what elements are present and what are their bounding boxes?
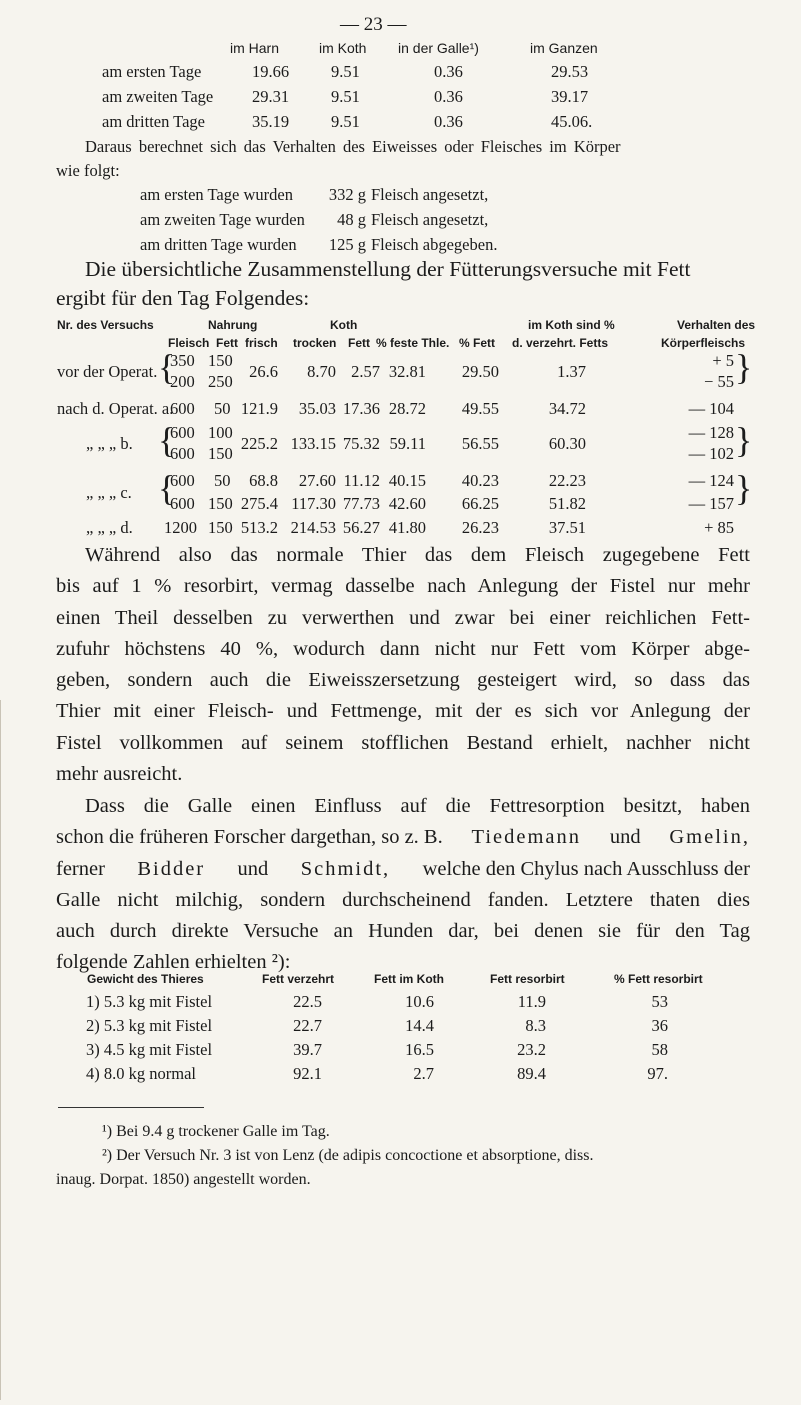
cell-verz: 51.82	[548, 494, 586, 513]
cell: 45.06.	[551, 112, 593, 131]
cell-fett: 150	[208, 494, 233, 513]
result-amount: 332 g	[328, 185, 366, 204]
cell-frisch: 513.2	[240, 518, 278, 537]
cell-verh: — 124	[688, 471, 734, 490]
cell-fleisch: 600	[170, 423, 195, 442]
cell: 19.66	[252, 62, 290, 81]
col-header: Fett resorbirt	[490, 972, 565, 986]
cell-verh: — 128	[688, 423, 734, 442]
paragraph-fat-resorption	[56, 540, 750, 790]
text-segment: welche den Chylus nach Ausschluss der	[422, 857, 750, 880]
row-label: 3) 4.5 kg mit Fistel	[86, 1040, 213, 1059]
col-header: Fett im Koth	[374, 972, 444, 986]
result-text: am zweiten Tage wurden	[140, 210, 305, 229]
cell: 14.4	[405, 1016, 434, 1035]
author-name: Schmidt,	[300, 857, 391, 880]
intro-line-1: Daraus berechnet sich das Verhalten des Eiweisses oder Fleisches im Körper	[85, 137, 621, 156]
text-line: mehr ausreicht.	[56, 763, 183, 786]
cell-trocken: 8.70	[307, 362, 336, 381]
cell: 22.7	[293, 1016, 322, 1035]
cell: 29.53	[551, 62, 589, 81]
cell-fett: 150	[208, 351, 233, 370]
cell-feste: 41.80	[388, 518, 426, 537]
text-segment: schon die früheren Forscher dargethan, so z. B.	[56, 826, 443, 849]
cell-verh: − 55	[704, 372, 734, 391]
sub-header: % feste Thle.	[376, 336, 450, 350]
row-label: 2) 5.3 kg mit Fistel	[86, 1016, 213, 1035]
cell-fleisch: 200	[170, 372, 195, 391]
cell: 97.	[647, 1064, 668, 1083]
brace-icon: }	[735, 347, 753, 387]
cell: 22.5	[293, 992, 322, 1011]
cell-frisch: 26.6	[249, 362, 278, 381]
cell-verz: 1.37	[557, 362, 586, 381]
cell: 0.36	[434, 112, 463, 131]
cell: 39.7	[293, 1040, 322, 1059]
result-text: Fleisch angesetzt,	[371, 210, 489, 229]
cell-feste: 59.11	[389, 434, 426, 453]
sub-header: Körperfleischs	[661, 336, 746, 350]
cell-trocken: 35.03	[298, 399, 336, 418]
cell-pfett: 56.55	[461, 434, 499, 453]
text-line: zufuhr höchstens 40 %, wodurch dann nicht nur Fett vom Körper abge-	[56, 637, 750, 660]
col-header: % Fett resorbirt	[614, 972, 703, 986]
cell-verh: + 5	[712, 351, 734, 370]
cell: 35.19	[252, 112, 290, 131]
brace-icon: }	[735, 468, 753, 508]
cell-fleisch: 1200	[164, 518, 197, 537]
author-name: Gmelin,	[669, 826, 750, 849]
cell-trocken: 117.30	[291, 494, 336, 513]
cell-pfett: 49.55	[461, 399, 499, 418]
intro-text	[85, 137, 750, 157]
cell: 0.36	[434, 87, 463, 106]
cell-kfett: 2.57	[351, 362, 380, 381]
intro-line-2: wie folgt:	[56, 161, 120, 180]
cell-kfett: 77.73	[342, 494, 380, 513]
cell-pfett: 29.50	[461, 362, 499, 381]
text-line: Galle nicht milchig, sondern durchscheinend fanden. Letztere thaten dies	[56, 888, 750, 911]
text-segment: und	[609, 826, 641, 849]
cell-feste: 32.81	[388, 362, 426, 381]
cell-pfett: 40.23	[461, 471, 499, 490]
cell: 8.3	[525, 1016, 546, 1035]
result-text: Fleisch abgegeben.	[371, 235, 498, 254]
heading-line-1: Die übersichtliche Zusammenstellung der Fütterungsversuche mit Fett	[85, 257, 691, 281]
sub-header: frisch	[245, 336, 278, 350]
cell-fett: 100	[208, 423, 233, 442]
cell-verh: — 102	[688, 444, 734, 463]
row-label: am dritten Tage	[102, 112, 206, 131]
col-header-nr: Nr. des Versuchs	[57, 318, 154, 332]
cell-feste: 42.60	[388, 494, 426, 513]
paragraph-bile-influence	[56, 791, 750, 979]
cell-verz: 60.30	[548, 434, 586, 453]
cell-trocken: 214.53	[290, 518, 336, 537]
text-line: Thier mit einer Fleisch- und Fettmenge, mit der es sich vor Anlegung der	[56, 700, 750, 723]
cell-trocken: 27.60	[298, 471, 336, 490]
brace-icon: {	[158, 420, 176, 460]
result-text: am ersten Tage wurden	[140, 185, 293, 204]
cell-fleisch: 600	[170, 494, 195, 513]
result-amount: 125 g	[328, 235, 366, 254]
cell: 0.36	[434, 62, 463, 81]
text-line: folgende Zahlen erhielten ²):	[56, 951, 291, 974]
text-line: einen Theil desselben zu verwerthen und zwar bei einer reichlichen Fett-	[56, 606, 750, 629]
cell-frisch: 225.2	[240, 434, 278, 453]
cell: 10.6	[405, 992, 434, 1011]
row-label: 4) 8.0 kg normal	[86, 1064, 196, 1083]
result-amount: 48 g	[337, 210, 366, 229]
sub-header: % Fett	[459, 336, 495, 350]
cell: 16.5	[405, 1040, 434, 1059]
cell-fleisch: 350	[170, 351, 195, 370]
cell-pfett: 66.25	[461, 494, 499, 513]
text-line: Dass die Galle einen Einfluss auf die Fettresorption besitzt, haben	[85, 795, 750, 817]
row-label: „ „ „ b.	[86, 434, 133, 453]
cell: 9.51	[331, 87, 360, 106]
footnote-1: ¹) Bei 9.4 g trockener Galle im Tag.	[102, 1123, 330, 1140]
result-text: am dritten Tage wurden	[140, 235, 297, 254]
cell: 92.1	[293, 1064, 322, 1083]
cell-fleisch: 600	[170, 471, 195, 490]
cell-feste: 40.15	[388, 471, 426, 490]
author-name: Bidder	[137, 857, 206, 880]
author-name: Tiedemann	[471, 826, 582, 849]
row-label: nach d. Operat. a.	[57, 399, 174, 418]
cell-pfett: 26.23	[461, 518, 499, 537]
sub-header: Fett	[348, 336, 370, 350]
cell-verh: — 104	[688, 399, 734, 418]
cell: 36	[651, 1016, 668, 1035]
col-header-verhalten: Verhalten des	[677, 318, 756, 332]
cell: 9.51	[331, 62, 360, 81]
row-label: am zweiten Tage	[102, 87, 214, 106]
cell-frisch: 121.9	[240, 399, 278, 418]
cell-fett: 50	[214, 399, 231, 418]
cell: 2.7	[413, 1064, 434, 1083]
row-label: am ersten Tage	[102, 62, 202, 81]
cell-kfett: 56.27	[342, 518, 380, 537]
result-text: Fleisch angesetzt,	[371, 185, 489, 204]
cell-verz: 37.51	[548, 518, 586, 537]
text-segment: und	[237, 857, 269, 880]
cell-frisch: 275.4	[240, 494, 278, 513]
col-header-koth: im Koth	[319, 40, 367, 56]
footnote-text: ²) Der Versuch Nr. 3 ist von Lenz (de adipis concoctione et absorptione, diss.	[102, 1147, 594, 1164]
row-label: „ „ „ d.	[86, 518, 133, 537]
cell: 29.31	[252, 87, 290, 106]
row-label: „ „ „ c.	[86, 483, 132, 502]
col-header-imkoth: im Koth sind %	[528, 318, 615, 332]
cell: 89.4	[517, 1064, 546, 1083]
row-label: vor der Operat.	[57, 362, 158, 381]
sub-header: d. verzehrt. Fetts	[512, 336, 609, 350]
brace-icon: {	[158, 468, 176, 508]
cell-fett: 50	[214, 471, 231, 490]
cell-frisch: 68.8	[249, 471, 278, 490]
sub-header: Fett	[216, 336, 238, 350]
heading-line-2: ergibt für den Tag Folgendes:	[56, 286, 310, 310]
col-header-nahrung: Nahrung	[208, 318, 258, 332]
cell-verz: 34.72	[548, 399, 586, 418]
brace-icon: }	[735, 420, 753, 460]
row-label: 1) 5.3 kg mit Fistel	[86, 992, 213, 1011]
text-line: bis auf 1 % resorbirt, vermag dasselbe nach Anlegung der Fistel nur mehr	[56, 575, 750, 598]
cell: 9.51	[331, 112, 360, 131]
text-line	[56, 822, 750, 853]
cell-fleisch: 600	[170, 444, 195, 463]
cell-fett: 150	[208, 444, 233, 463]
cell: 39.17	[551, 87, 589, 106]
sub-header: Fleisch	[168, 336, 210, 350]
text-line: Während also das normale Thier das dem Fleisch zugegebene Fett	[85, 544, 750, 566]
footnote-2	[56, 1144, 750, 1168]
col-header-galle: in der Galle¹)	[398, 40, 479, 56]
text-line: geben, sondern auch die Eiweisszersetzung gesteigert wird, so dass das	[56, 669, 750, 692]
page-edge-shadow	[0, 700, 1, 1400]
cell: 53	[651, 992, 668, 1011]
cell-kfett: 11.12	[343, 471, 380, 490]
cell: 11.9	[517, 992, 546, 1011]
footnote-2-cont: inaug. Dorpat. 1850) angestellt worden.	[56, 1171, 311, 1188]
col-header-ganzen: im Ganzen	[530, 40, 598, 56]
cell-trocken: 133.15	[290, 434, 336, 453]
col-header-harn: im Harn	[230, 40, 280, 56]
text-segment: ferner	[56, 857, 105, 880]
cell: 58	[651, 1040, 668, 1059]
cell-verh: — 157	[688, 494, 734, 513]
page-number: — 23 —	[340, 14, 407, 35]
cell-kfett: 17.36	[342, 399, 380, 418]
cell-feste: 28.72	[388, 399, 426, 418]
sub-header: trocken	[293, 336, 337, 350]
text-line	[56, 854, 750, 885]
col-header: Fett verzehrt	[262, 972, 335, 986]
cell: 23.2	[517, 1040, 546, 1059]
col-header: Gewicht des Thieres	[87, 972, 204, 986]
brace-icon: {	[158, 347, 176, 387]
cell-fett: 250	[208, 372, 233, 391]
col-header-koth: Koth	[330, 318, 358, 332]
footnote-rule	[58, 1107, 204, 1108]
cell-fleisch: 600	[170, 399, 195, 418]
cell-verz: 22.23	[548, 471, 586, 490]
cell-fett: 150	[208, 518, 233, 537]
text-line: Fistel vollkommen auf seinem stofflichen Bestand erhielt, nachher nicht	[56, 731, 750, 754]
text-line: auch durch direkte Versuche an Hunden dar, bei denen sie für den Tag	[56, 920, 750, 943]
cell-verh: + 85	[704, 518, 734, 537]
cell-kfett: 75.32	[342, 434, 380, 453]
